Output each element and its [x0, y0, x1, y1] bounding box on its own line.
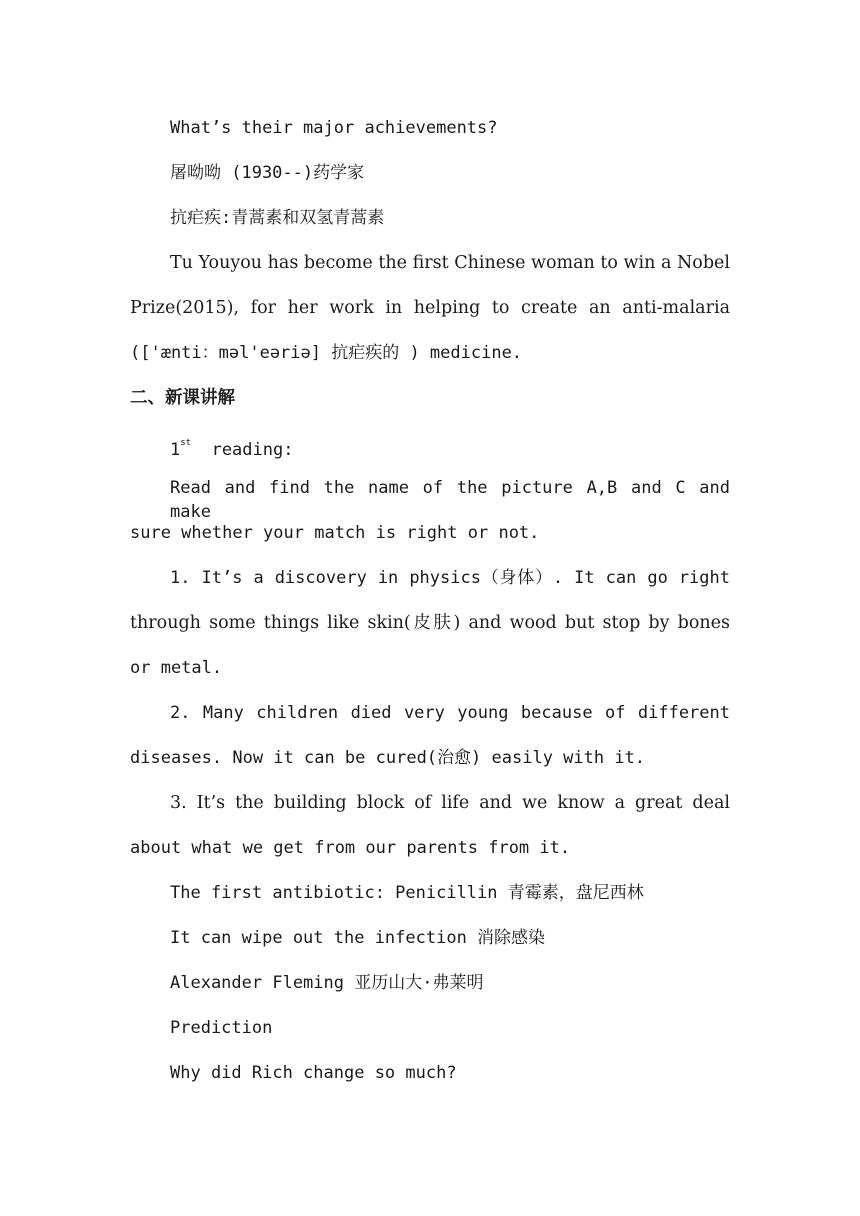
paragraph-line: Tu Youyou has become the first Chinese woman to win a Nobel — [170, 253, 730, 273]
section-heading: 二、新课讲解 — [130, 388, 235, 408]
reading-number: 1 — [170, 440, 181, 460]
paragraph-line: Prize(2015), for her work in helping to create an anti-malaria — [130, 298, 730, 318]
paragraph-line: Read and find the name of the picture A,B and C and make — [170, 478, 730, 522]
list-item-1-cont: or metal. — [130, 658, 223, 678]
reading-line — [0, 431, 860, 462]
list-item-3: 3. It’s the building block of life and we know a great deal — [170, 793, 730, 813]
prediction-line: Prediction — [170, 1018, 273, 1038]
list-item-1: 1. It’s a discovery in physics（身体）. It can go right — [170, 568, 730, 588]
list-item-2-cont: diseases. Now it can be cured(治愈) easily with it. — [130, 748, 646, 768]
infection-line: It can wipe out the infection 消除感染 — [170, 928, 546, 948]
paragraph-line: (['ænti：mәl'eәriә] 抗疟疾的 ) medicine. — [130, 343, 523, 363]
reading-label: reading: — [211, 440, 294, 460]
list-item-3-cont: about what we get from our parents from it. — [130, 838, 571, 858]
list-item-2: 2. Many children died very young because of different — [170, 703, 730, 723]
list-item-1-cont: through some things like skin(皮肤) and wood but stop by bones — [130, 613, 730, 633]
artemisinin-line: 抗疟疾:青蒿素和双氢青蒿素 — [170, 208, 385, 228]
paragraph-line: sure whether your match is right or not. — [130, 523, 540, 543]
question-line: What’s their major achievements? — [170, 118, 498, 138]
reading-superscript: st — [180, 438, 192, 448]
tu-youyou-line: 屠呦呦 (1930--)药学家 — [170, 163, 365, 183]
antibiotic-line: The first antibiotic: Penicillin 青霉素，盘尼西林 — [170, 883, 644, 903]
fleming-line: Alexander Fleming 亚历山大·弗莱明 — [170, 973, 484, 993]
question-line: Why did Rich change so much? — [170, 1063, 457, 1083]
